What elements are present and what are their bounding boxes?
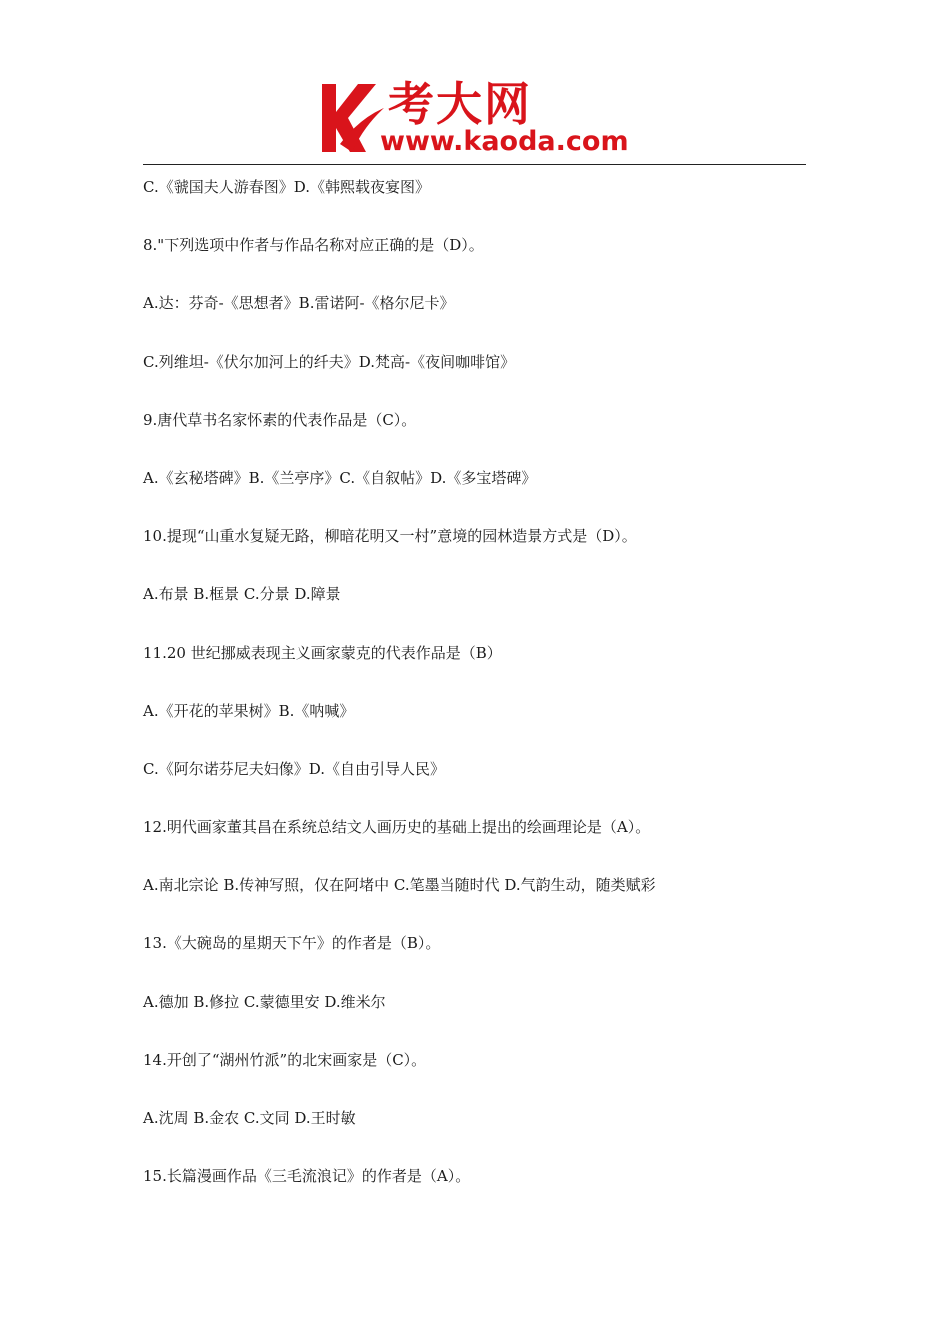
- options-line: A.德加 B.修拉 C.蒙德里安 D.维米尔: [143, 992, 386, 1011]
- question-list: [143, 176, 823, 1223]
- logo-chinese-text: 考大网: [388, 77, 532, 131]
- header-divider: [143, 164, 806, 165]
- question-8: 8."下列选项中作者与作品名称对应正确的是（D）。: [143, 236, 484, 255]
- question-12: 12.明代画家董其昌在系统总结文人画历史的基础上提出的绘画理论是（A）。: [143, 818, 651, 837]
- options-line: A.达：芬奇-《思想者》B.雷诺阿-《格尔尼卡》: [143, 294, 455, 313]
- logo-url-text: www.kaoda.com: [380, 126, 629, 157]
- options-line: A.《玄秘塔碑》B.《兰亭序》C.《自叙帖》D.《多宝塔碑》: [143, 468, 537, 487]
- text-line: C.《虢国夫人游春图》D.《韩熙载夜宴图》: [143, 178, 430, 196]
- options-line: A.《开花的苹果树》B.《呐喊》: [143, 701, 355, 720]
- kaoda-logo: [318, 78, 648, 162]
- options-line: A.布景 B.框景 C.分景 D.障景: [143, 585, 341, 604]
- options-line: C.列维坦-《伏尔加河上的纤夫》D.梵高-《夜间咖啡馆》: [143, 352, 516, 371]
- question-13: 13.《大碗岛的星期天下午》的作者是（B）。: [143, 934, 441, 953]
- k-logo-icon: [318, 78, 388, 158]
- question-9: 9.唐代草书名家怀素的代表作品是（C）。: [143, 410, 417, 429]
- question-10: 10.提现“山重水复疑无路，柳暗花明又一村”意境的园林造景方式是（D）。: [143, 527, 637, 546]
- question-15: 15.长篇漫画作品《三毛流浪记》的作者是（A）。: [143, 1167, 471, 1186]
- question-14: 14.开创了“湖州竹派”的北宋画家是（C）。: [143, 1050, 427, 1069]
- options-line: A.南北宗论 B.传神写照，仅在阿堵中 C.笔墨当随时代 D.气韵生动，随类赋彩: [143, 876, 656, 895]
- options-line: A.沈周 B.金农 C.文同 D.王时敏: [143, 1109, 356, 1127]
- options-line: C.《阿尔诺芬尼夫妇像》D.《自由引导人民》: [143, 759, 445, 778]
- question-11: 11.20 世纪挪威表现主义画家蒙克的代表作品是（B）: [143, 643, 502, 662]
